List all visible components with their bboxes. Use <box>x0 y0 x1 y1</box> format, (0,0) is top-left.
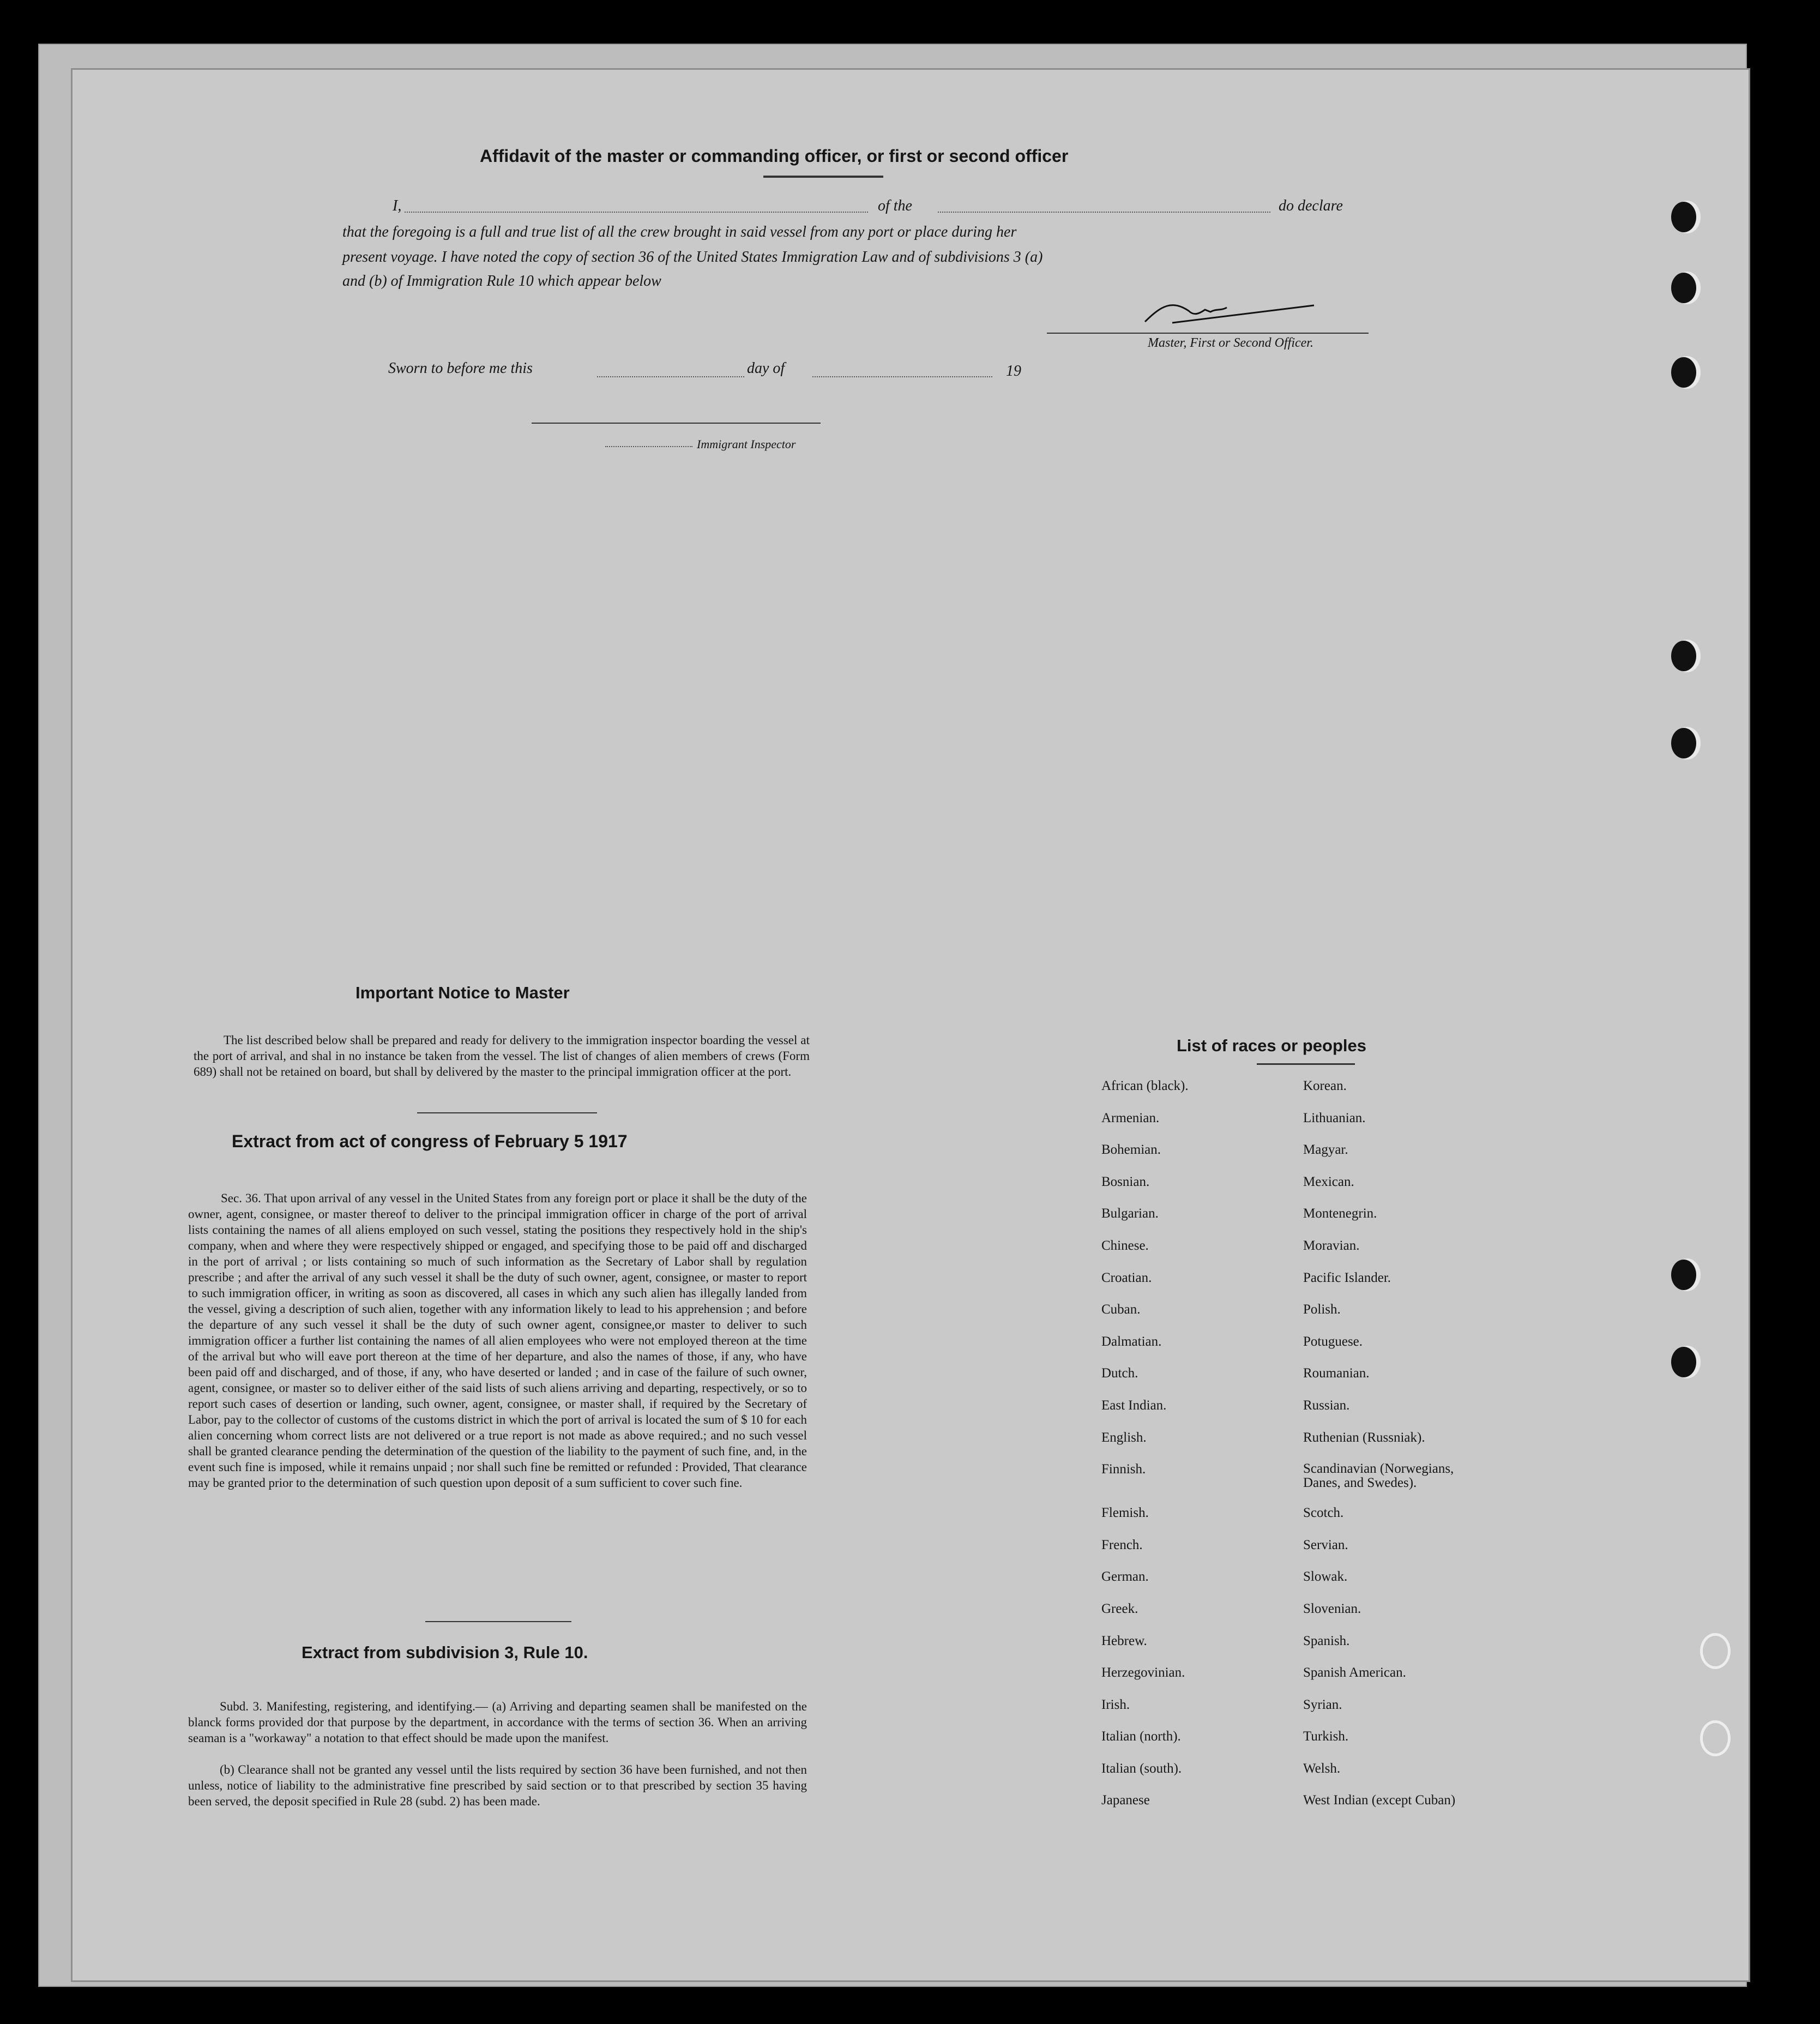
race-row <box>1101 1538 1516 1570</box>
race-row <box>1101 1398 1516 1430</box>
rule-text-b: (b) Clearance shall not be granted any vessel until the lists required by section 36 have been furnished, and not then unless, notice of liability to the administrative fine prescribed by said section or to that prescribed by section 35 having been served, the deposit specified in Rule 28 (subd. 2) has been made. <box>188 1763 807 1808</box>
race-item: Montenegrin. <box>1303 1206 1377 1221</box>
race-item: Ruthenian (Russniak). <box>1303 1430 1425 1445</box>
punch-hole <box>1671 1347 1696 1377</box>
race-item: Korean. <box>1303 1079 1347 1093</box>
race-row <box>1101 1569 1516 1601</box>
section-divider <box>417 1112 597 1113</box>
punch-hole <box>1671 1260 1696 1290</box>
sworn-text: Sworn to before me this <box>388 360 533 377</box>
race-item: Moravian. <box>1303 1238 1360 1253</box>
punch-hole <box>1700 1720 1731 1756</box>
race-item: East Indian. <box>1101 1397 1167 1413</box>
race-row <box>1101 1430 1516 1462</box>
race-item: Potuguese. <box>1303 1334 1363 1349</box>
race-item: Spanish. <box>1303 1633 1350 1648</box>
race-row <box>1101 1366 1516 1398</box>
race-item: African (black). <box>1101 1079 1189 1093</box>
race-item: Polish. <box>1303 1302 1341 1317</box>
race-row <box>1101 1079 1516 1111</box>
race-item: Finnish. <box>1101 1462 1146 1477</box>
race-row <box>1101 1634 1516 1666</box>
day-of-text: day of <box>747 360 785 377</box>
race-row <box>1101 1665 1516 1697</box>
race-item: English. <box>1101 1430 1147 1445</box>
race-row <box>1101 1697 1516 1730</box>
punch-hole <box>1671 641 1696 671</box>
race-item: Bosnian. <box>1101 1174 1150 1189</box>
race-item: Bulgarian. <box>1101 1206 1159 1221</box>
race-item: Roumanian. <box>1303 1366 1370 1381</box>
race-item: German. <box>1101 1569 1149 1585</box>
race-item: West Indian (except Cuban) <box>1303 1793 1456 1808</box>
affidavit-i: I, <box>393 197 402 214</box>
rule-title: Extract from subdivision 3, Rule 10. <box>302 1643 588 1662</box>
race-item: Chinese. <box>1101 1238 1149 1253</box>
race-row <box>1101 1206 1516 1238</box>
race-item: Scandinavian (Norwegians, Danes, and Swedes). <box>1303 1461 1454 1491</box>
signature <box>1129 289 1325 333</box>
race-item: Japanese <box>1101 1793 1150 1808</box>
race-item: Flemish. <box>1101 1505 1149 1521</box>
race-row <box>1101 1334 1516 1366</box>
race-item: Bohemian. <box>1101 1142 1161 1158</box>
race-item: Spanish American. <box>1303 1665 1406 1680</box>
race-item: Turkish. <box>1303 1729 1349 1744</box>
race-item: Greek. <box>1101 1601 1138 1616</box>
act-text: Sec. 36. That upon arrival of any vessel in the United States from any foreign port or place it shall be the duty of the owner, agent, consignee, or master thereof to deliver to the principal immigration officer in charge of the port of arrival lists containing the names of all aliens employed on such vessel, stating the positions they respectively hold in the ship's company, when and where they were respectively shipped or engaged, and specifying those to be paid off and discharged in the port of arrival ; or lists containing so much of such information as the Secretary of Labor shall by regulation prescribe ; and after the arrival of any such vessel it shall be the duty of such owner, agent, consignee, or master to report to such immigration officer, in writing as soon as discovered, all cases in which any such alien has illegally landed from the vessel, giving a description of such alien, together with any information likely to lead to his apprehension ; and before the departure of any such vessel it shall be the duty of such owner agent, consignee,or master to deliver to such immigration officer a further list containing the names of all alien employees who were not employed thereon at the time of the arrival but who will eave port thereon at the time of her departure, and also the names of those, if any, who have been paid off and discharged, and of those, if any, who have deserted or landed ; and in case of the failure of such owner, agent, consignee, or master so to deliver either of the said lists of such aliens arriving and departing, respectively, or so to report such cases of desertion or landing, such owner, agent, consignee, or master shall, if required by the Secretary of Labor, pay to the collector of customs of the customs district in which the port of arrival is located the sum of $ 10 for each alien concerning whom correct lists are not delivered or a true report is not made as above required.; and no such vessel shall be granted clearance pending the determination of the question of the liability to the payment of such fine, and, in the event such fine is imposed, while it remains unpaid ; nor shall such fine be remitted or refunded : Provided, That clearance may be granted prior to the determination of such question upon deposit of a sum sufficient to cover such fine. <box>188 1191 807 1490</box>
race-row <box>1101 1111 1516 1143</box>
affidavit-declare: do declare <box>1279 197 1343 214</box>
notice-text: The list described below shall be prepared and ready for delivery to the immigration inspector boarding the vessel at the port of arrival, and shal in no instance be taken from the vessel. The list of changes of alien members of crews (Form 689) shall not be retained on board, but shall by delivered by the master to the principal immigration officer at the port. <box>194 1033 810 1079</box>
punch-hole <box>1671 202 1696 232</box>
race-item: Slovenian. <box>1303 1601 1361 1616</box>
race-item: Herzegovinian. <box>1101 1665 1185 1680</box>
race-item: Magyar. <box>1303 1142 1348 1158</box>
race-item: Pacific Islander. <box>1303 1270 1391 1285</box>
punch-hole <box>1700 1633 1731 1669</box>
race-row <box>1101 1601 1516 1634</box>
punch-hole <box>1671 273 1696 303</box>
affidavit-line4: and (b) of Immigration Rule 10 which appear below <box>342 273 661 290</box>
title-underline <box>763 176 883 178</box>
races-underline <box>1257 1063 1355 1065</box>
rule-text-a: Subd. 3. Manifesting, registering, and identifying.— (a) Arriving and departing seamen shall be manifested on the blanck forms provided dor that purpose by the department, in accordance with the terms of section 36. When an arriving seaman is a "workaway" a notation to that effect should be made upon the manifest. <box>188 1700 807 1745</box>
race-row <box>1101 1793 1516 1825</box>
race-item: Russian. <box>1303 1397 1350 1413</box>
race-item: Irish. <box>1101 1697 1130 1712</box>
race-item: Croatian. <box>1101 1270 1152 1285</box>
race-item: Dutch. <box>1101 1366 1138 1381</box>
race-item: Italian (south). <box>1101 1761 1182 1776</box>
race-item: Mexican. <box>1303 1174 1354 1189</box>
affidavit-line3: present voyage. I have noted the copy of section 36 of the United States Immigration Law and of subdivisions 3 (a) <box>342 249 1043 266</box>
vessel-blank <box>938 212 1270 213</box>
races-list <box>1101 1079 1516 1825</box>
race-row <box>1101 1761 1516 1793</box>
race-row <box>1101 1174 1516 1207</box>
race-item: Servian. <box>1303 1537 1348 1552</box>
section-divider <box>425 1621 571 1622</box>
inspector-line <box>532 423 821 424</box>
year-text: 19 <box>1006 363 1021 380</box>
race-item: Slowak. <box>1303 1569 1348 1585</box>
race-item: Cuban. <box>1101 1302 1141 1317</box>
punch-hole <box>1671 728 1696 758</box>
inspector-dots <box>605 446 692 447</box>
race-item: Welsh. <box>1303 1761 1341 1776</box>
races-title: List of races or peoples <box>1177 1036 1366 1055</box>
race-row <box>1101 1505 1516 1538</box>
race-item: Hebrew. <box>1101 1633 1147 1648</box>
affidavit-line2: that the foregoing is a full and true list of all the crew brought in said vessel from any port or place during her <box>342 224 1017 240</box>
race-item: French. <box>1101 1537 1143 1552</box>
race-item: Lithuanian. <box>1303 1110 1366 1125</box>
signature-line <box>1047 333 1369 334</box>
race-row <box>1101 1302 1516 1334</box>
race-item: Dalmatian. <box>1101 1334 1162 1349</box>
race-row <box>1101 1270 1516 1303</box>
race-item: Scotch. <box>1303 1505 1344 1521</box>
signature-caption: Master, First or Second Officer. <box>1148 336 1313 350</box>
name-blank <box>405 212 868 213</box>
punch-hole <box>1671 357 1696 388</box>
race-item: Italian (north). <box>1101 1729 1181 1744</box>
inspector-caption: Immigrant Inspector <box>697 437 796 451</box>
act-title: Extract from act of congress of February 5 1917 <box>232 1131 628 1151</box>
affidavit-of-the: of the <box>878 197 912 214</box>
race-row <box>1101 1238 1516 1270</box>
race-item: Syrian. <box>1303 1697 1342 1712</box>
notice-title: Important Notice to Master <box>355 983 570 1002</box>
race-row <box>1101 1142 1516 1174</box>
month-blank <box>812 376 992 377</box>
affidavit-title: Affidavit of the master or commanding officer, or first or second officer <box>480 146 1069 166</box>
day-blank <box>597 376 744 377</box>
race-row <box>1101 1462 1516 1505</box>
race-item: Armenian. <box>1101 1110 1160 1125</box>
race-row <box>1101 1729 1516 1761</box>
